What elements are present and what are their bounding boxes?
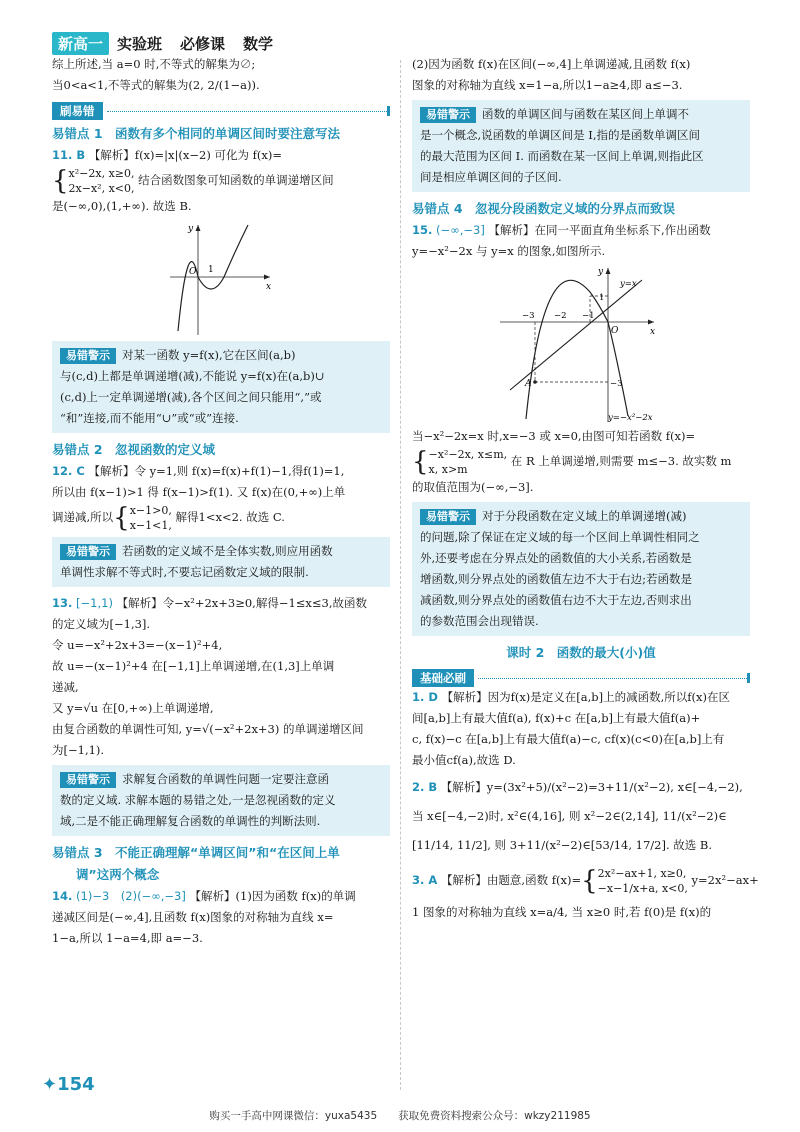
q15-tick-m3: −3 [522, 311, 535, 321]
warning-5-line-3: 外,还要考虑在分界点处的函数值的大小关系,若函数是 [420, 551, 692, 565]
q1-line-1: 【解析】因为f(x)是定义在[a,b]上的减函数,所以f(x)在区 [441, 690, 731, 704]
q3-case-2: −x−1/x+a, x<0, [597, 882, 688, 895]
warning-box-3 [52, 765, 390, 836]
error-point-3-line-1: 易错点 3 不能正确理解“单调区间”和“在区间上单 [52, 845, 340, 860]
warning-4-line-1: 函数的单调区间与函数在某区间上单调不 [482, 107, 689, 121]
error-point-2-title: 易错点 2 忽视函数的定义域 [52, 442, 216, 457]
q15-answer: (−∞,−3] [436, 223, 485, 237]
warning-3-line-1: 求解复合函数的单调性问题一定要注意函 [122, 772, 329, 786]
page-header [52, 32, 291, 54]
warning-5-line-1: 对于分段函数在定义域上的单调递增(减) [482, 509, 687, 523]
q11-line-3: 是(−∞,0),(1,+∞). 故选 B. [52, 199, 192, 213]
q15b-line-2: 在 R 上单调递增,则需要 m≤−3. 故实数 m [510, 454, 732, 468]
section-rule-end [747, 673, 750, 683]
q12-line-1: 【解析】令 y=1,则 f(x)=f(x)+f(1)−1,得f(1)=1, [88, 464, 345, 478]
header-title-2: 必修课 [180, 34, 226, 53]
q13-line-2: 的定义域为[−1,3]. [52, 617, 151, 631]
q15b-case-1: −x²−2x, x≤m, [428, 448, 508, 461]
q12-number: 12. C [52, 464, 85, 478]
header-title-1: 实验班 [117, 34, 163, 53]
q1-line-4: 最小值cf(a),故选 D. [412, 753, 516, 767]
q2-line-3: [11/14, 11/2], 则 3+11/(x²−2)∈[53/14, 17/2]. 故选 B. [412, 838, 713, 852]
q11-label-y: y [188, 224, 194, 234]
right-column [412, 54, 759, 923]
q11-line-1: 【解析】f(x)=|x|(x−2) 可化为 f(x)= [88, 148, 282, 162]
q14-line-1: 【解析】(1)因为函数 f(x)的单调 [189, 889, 356, 903]
warning-1-line-4: “和”连接,而不能用“∪”或“或”连接. [60, 411, 239, 425]
warning-label: 易错警示 [60, 544, 116, 560]
q12-line-4: 解得1<x<2. 故选 C. [175, 510, 285, 524]
q13-line-8: 为[−1,1). [52, 743, 105, 757]
grade-tag: 新高一 [52, 32, 109, 55]
q1-line-3: c, f(x)−c 在[a,b]上有最大值f(a)−c, cf(x)(c<0)在[a,b]上有 [412, 732, 725, 746]
brace-icon: { [113, 503, 130, 533]
q13-line-1: 【解析】令−x²+2x+3≥0,解得−1≤x≤3,故函数 [116, 596, 368, 610]
q15-label-x: x [650, 327, 656, 337]
q15-tick-m2: −2 [554, 311, 567, 321]
brace-icon: { [412, 447, 429, 477]
q2-line-1: 【解析】y=(3x²+5)/(x²−2)=3+11/(x²−2), x∈[−4,−2), [440, 780, 743, 794]
q11-label-one: 1 [208, 265, 214, 275]
q12-line-2: 所以由 f(x−1)>1 得 f(x−1)>f(1). 又 f(x)在(0,+∞)上单 [52, 485, 346, 499]
warning-5-line-4: 增函数,则分界点处的函数值左边不大于右边;若函数是 [420, 572, 693, 586]
warning-box-1 [52, 341, 390, 433]
q14-answer: (1)−3 (2)(−∞,−3] [76, 889, 186, 903]
q1-number: 1. D [412, 690, 438, 704]
q15-line-2: y=−x²−2x 与 y=x 的图象,如图所示. [412, 244, 606, 258]
warning-2-line-1: 若函数的定义域不是全体实数,则应用函数 [122, 544, 333, 558]
q3-case-1: 2x²−ax+1, x≥0, [597, 867, 687, 880]
q12-case-1: x−1>0, [129, 504, 172, 517]
page-number: ✦154 [42, 1074, 95, 1095]
q13-answer: [−1,1) [76, 596, 113, 610]
q11-number: 11. B [52, 148, 86, 162]
q15-tick-m1: −1 [582, 311, 595, 321]
q3-line-3: 1 图象的对称轴为直线 x=a/4, 当 x≥0 时,若 f(0)是 f(x)的 [412, 905, 712, 919]
warning-5-line-2: 的问题,除了保证在定义域的每一个区间上单调性相同之 [420, 530, 700, 544]
warning-3-line-3: 域,二是不能正确理解复合函数的单调性的判断法则. [60, 814, 321, 828]
q15-label-yx: y=x [620, 279, 637, 289]
q15-parabola [526, 280, 628, 419]
warning-label: 易错警示 [420, 509, 476, 525]
q12-system [52, 503, 390, 533]
q11-graph [166, 219, 276, 337]
warning-box-2 [52, 537, 390, 587]
section-label: 刷易错 [52, 102, 103, 120]
q13-line-5: 递减, [52, 680, 79, 694]
warning-4-line-3: 的最大范围为区间 I. 而函数在某一区间上单调,则指此区 [420, 149, 704, 163]
warning-label: 易错警示 [420, 107, 476, 123]
q12-case-2: x−1<1, [129, 519, 172, 532]
q11-line-2: 结合函数图象可知函数的单调递增区间 [138, 173, 334, 187]
warning-label: 易错警示 [60, 772, 116, 788]
warning-3-line-2: 数的定义域. 求解本题的易错之处,一是忽视函数的定义 [60, 793, 336, 807]
q13-number: 13. [52, 596, 73, 610]
q15-label-y: y [598, 267, 604, 277]
q11-case-1: x²−2x, x≥0, [68, 167, 135, 180]
q15-graph [496, 264, 666, 424]
header-title-3: 数学 [243, 34, 274, 53]
q14-line-3: 1−a,所以 1−a=4,即 a=−3. [52, 931, 203, 945]
warning-box-5 [412, 502, 750, 636]
q15b-piecewise [412, 447, 750, 477]
warning-2-line-2: 单调性求解不等式时,不要忘记函数定义域的限制. [60, 565, 309, 579]
q11-label-x: x [266, 282, 272, 292]
warning-4-line-2: 是一个概念,说函数的单调区间是 I,指的是函数单调区间 [420, 128, 701, 142]
q3-row [412, 866, 759, 896]
error-point-1-title: 易错点 1 函数有多个相同的单调区间时要注意写法 [52, 126, 341, 141]
q15-line [510, 280, 642, 390]
error-point-3-line-2: 调”这两个概念 [76, 867, 160, 882]
brace-icon: { [52, 166, 69, 196]
warning-1-line-1: 对某一函数 y=f(x),它在区间(a,b) [122, 348, 296, 362]
q15b-case-2: x, x>m [428, 463, 468, 476]
section-rule [478, 678, 747, 679]
q13-line-4: 故 u=−(x−1)²+4 在[−1,1]上单调递增,在(1,3]上单调 [52, 659, 335, 673]
q15-tick-ym3: −3 [610, 379, 623, 389]
section-rule [107, 111, 388, 112]
q11-x-arrow-icon [264, 275, 270, 280]
q11-y-arrow-icon [196, 225, 201, 231]
warning-5-line-5: 减函数,则分界点处的函数值右边不大于左边,否则求出 [420, 593, 692, 607]
q15-label-a: A [525, 379, 532, 389]
q13-line-7: 由复合函数的单调性可知, y=√(−x²+2x+3) 的单调递增区间 [52, 722, 364, 736]
q2-number: 2. B [412, 780, 438, 794]
q13-line-3: 令 u=−x²+2x+3=−(x−1)²+4, [52, 638, 223, 652]
footer-text: 购买一手高中网课微信：yuxa5435 获取免费资料搜索公众号：wkzy211985 [209, 1110, 591, 1122]
section-label: 基础必刷 [412, 669, 474, 687]
q12-line-3: 调递减,所以 [52, 510, 114, 524]
q11-origin: O [189, 267, 197, 277]
warning-box-4 [412, 100, 750, 192]
q15-point-a [533, 380, 537, 384]
q15-number: 15. [412, 223, 433, 237]
q3-line-1: 【解析】由题意,函数 f(x)= [440, 873, 582, 887]
section-header-basics [412, 669, 750, 687]
brace-icon: { [581, 866, 598, 896]
left-column [52, 54, 390, 949]
q15b-line-3: 的取值范围为(−∞,−3]. [412, 480, 534, 494]
q13-line-6: 又 y=√u 在[0,+∞)上单调递增, [52, 701, 214, 715]
warning-label: 易错警示 [60, 348, 116, 364]
q15b-line-1: 当−x²−2x=x 时,x=−3 或 x=0,由图可知若函数 f(x)= [412, 429, 696, 443]
section-rule-end [387, 106, 390, 116]
q15-tick-y1: 1 [599, 293, 605, 303]
q15-x-arrow-icon [648, 320, 654, 325]
q14b-line-1: (2)因为函数 f(x)在区间(−∞,4]上单调递减,且函数 f(x) [412, 57, 691, 71]
q14-number: 14. [52, 889, 73, 903]
q11-curve [178, 225, 248, 331]
q1-line-2: 间[a,b]上有最大值f(a), f(x)+c 在[a,b]上有最大值f(a)+ [412, 711, 701, 725]
lesson-title: 课时 2 函数的最大(小)值 [506, 645, 656, 660]
intro-line-2: 当0<a<1,不等式的解集为(2, 2/(1−a)). [52, 78, 260, 92]
q2-line-2: 当 x∈[−4,−2)时, x²∈(4,16], 则 x²−2∈(2,14], 11/(x²−2)∈ [412, 809, 727, 823]
q14-line-2: 递减区间是(−∞,4],且函数 f(x)图象的对称轴为直线 x= [52, 910, 334, 924]
warning-5-line-6: 的参数范围会出现错误. [420, 614, 539, 628]
intro-line-1: 综上所述,当 a=0 时,不等式的解集为∅; [52, 57, 256, 71]
q3-number: 3. A [412, 873, 438, 887]
q15-y-arrow-icon [606, 268, 611, 274]
q15-line-1: 【解析】在同一平面直角坐标系下,作出函数 [488, 223, 711, 237]
q15-origin: O [611, 326, 619, 336]
q14b-line-2: 图象的对称轴为直线 x=1−a,所以1−a≥4,即 a≤−3. [412, 78, 683, 92]
q11-piecewise [52, 166, 390, 196]
column-divider [400, 60, 401, 1090]
warning-1-line-2: 与(c,d)上都是单调递增(减),不能说 y=f(x)在(a,b)∪ [60, 369, 325, 383]
q11-case-2: 2x−x², x<0, [68, 182, 135, 195]
warning-4-line-4: 间是相应单调区间的子区间. [420, 170, 562, 184]
q3-line-2: y=2x²−ax+ [691, 873, 759, 887]
q15-label-curve: y=−x²−2x [608, 413, 653, 423]
warning-1-line-3: (c,d)上一定单调递增(减),各个区间之间只能用“,”或 [60, 390, 322, 404]
section-header-errors [52, 102, 390, 120]
error-point-3-title [52, 842, 390, 886]
error-point-4-title: 易错点 4 忽视分段函数定义域的分界点而致误 [412, 201, 676, 216]
